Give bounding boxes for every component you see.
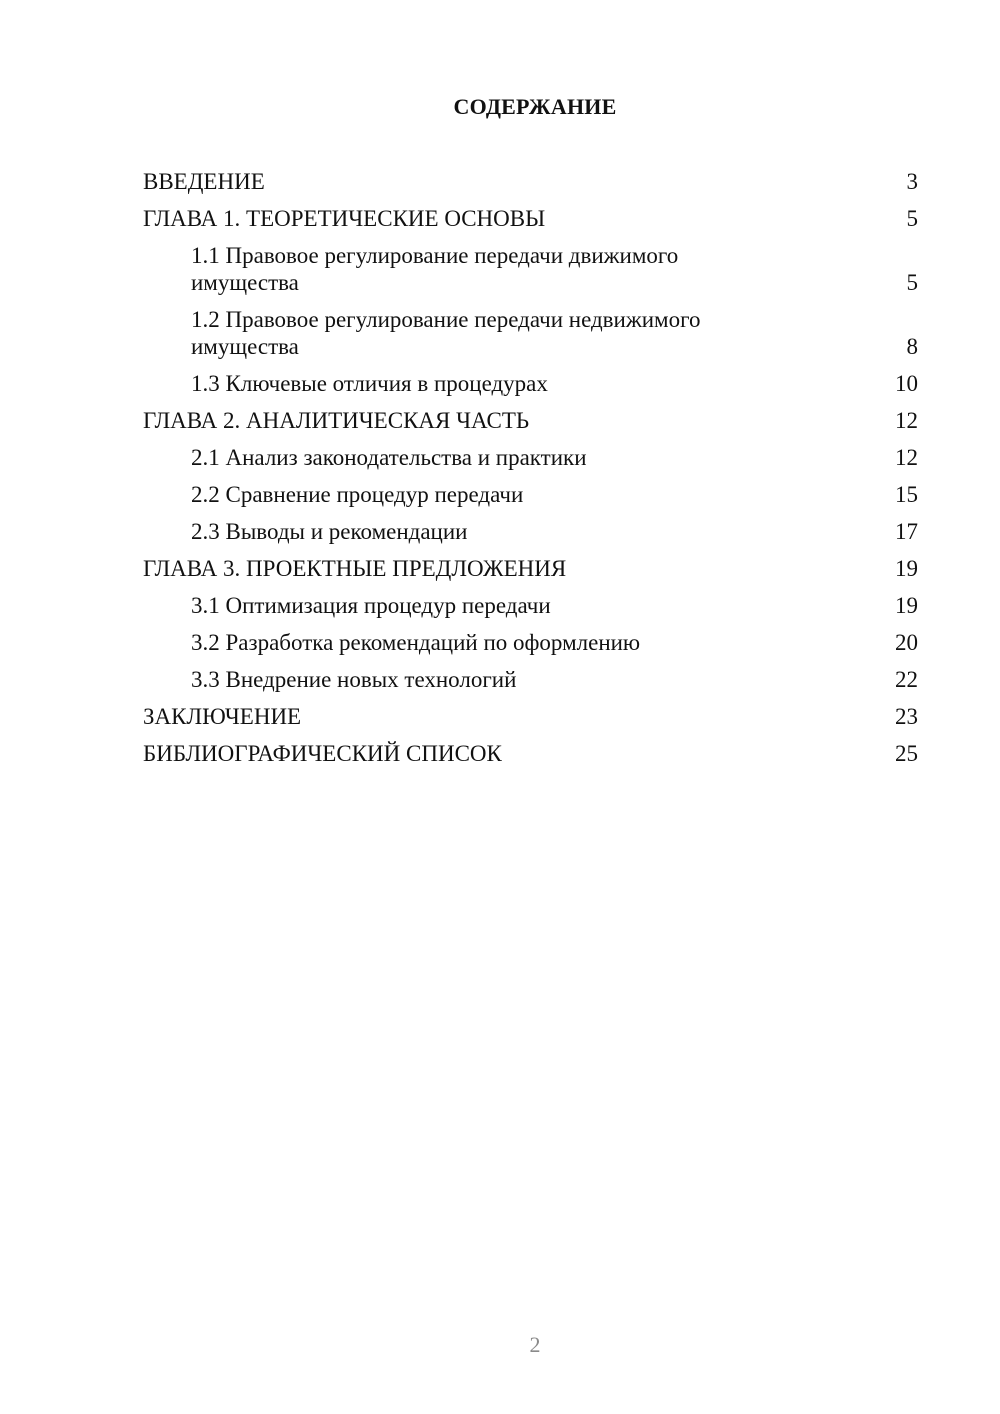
toc-entry-page: 20 — [895, 630, 918, 655]
toc-entry[interactable] — [143, 205, 918, 232]
toc-entry-title: ГЛАВА 2. АНАЛИТИЧЕСКАЯ ЧАСТЬ — [143, 408, 530, 433]
table-of-contents — [143, 168, 918, 777]
toc-subentry[interactable] — [143, 629, 918, 656]
toc-entry-page: 3 — [906, 169, 918, 194]
toc-entry-title: ЗАКЛЮЧЕНИЕ — [143, 704, 302, 729]
toc-entry-title: БИБЛИОГРАФИЧЕСКИЙ СПИСОК — [143, 741, 502, 766]
page-number: 2 — [529, 1332, 541, 1357]
toc-entry-page: 23 — [895, 704, 918, 729]
toc-entry[interactable] — [143, 555, 918, 582]
toc-entry-title: 1.1 Правовое регулирование передачи движимого имущества — [191, 243, 679, 295]
toc-subentry[interactable] — [143, 370, 918, 397]
toc-entry-title: ВВЕДЕНИЕ — [143, 169, 265, 194]
toc-entry-page: 22 — [895, 667, 918, 692]
toc-entry-title: 2.2 Сравнение процедур передачи — [191, 482, 524, 507]
toc-entry-page: 5 — [906, 206, 918, 231]
toc-entry-page: 10 — [895, 371, 918, 396]
toc-entry-page: 19 — [895, 593, 918, 618]
toc-entry-title: 1.3 Ключевые отличия в процедурах — [191, 371, 548, 396]
toc-entry[interactable] — [143, 740, 918, 767]
toc-entry-title: 3.3 Внедрение новых технологий — [191, 667, 517, 692]
toc-entry-title: ГЛАВА 3. ПРОЕКТНЫЕ ПРЕДЛОЖЕНИЯ — [143, 556, 567, 581]
toc-subentry[interactable] — [143, 306, 918, 360]
toc-entry-page: 19 — [895, 556, 918, 581]
toc-entry-title: 3.1 Оптимизация процедур передачи — [191, 593, 551, 618]
toc-subentry[interactable] — [143, 592, 918, 619]
toc-entry-page: 25 — [895, 741, 918, 766]
toc-subentry[interactable] — [143, 518, 918, 545]
toc-entry-page: 5 — [906, 270, 918, 295]
toc-subentry[interactable] — [143, 666, 918, 693]
toc-entry-page: 12 — [895, 408, 918, 433]
toc-subentry[interactable] — [143, 444, 918, 471]
toc-entry-title: ГЛАВА 1. ТЕОРЕТИЧЕСКИЕ ОСНОВЫ — [143, 206, 546, 231]
toc-entry[interactable] — [143, 168, 918, 195]
toc-entry[interactable] — [143, 703, 918, 730]
toc-subentry[interactable] — [143, 481, 918, 508]
toc-entry-page: 15 — [895, 482, 918, 507]
toc-entry-page: 12 — [895, 445, 918, 470]
toc-entry-title: 1.2 Правовое регулирование передачи недвижимого имущества — [191, 307, 701, 359]
toc-entry-page: 8 — [906, 334, 918, 359]
toc-entry-title: 3.2 Разработка рекомендаций по оформлению — [191, 630, 641, 655]
toc-subentry[interactable] — [143, 242, 918, 296]
toc-entry-page: 17 — [895, 519, 918, 544]
toc-entry-title: 2.3 Выводы и рекомендации — [191, 519, 468, 544]
page-title: СОДЕРЖАНИЕ — [453, 94, 617, 119]
toc-entry[interactable] — [143, 407, 918, 434]
toc-entry-title: 2.1 Анализ законодательства и практики — [191, 445, 587, 470]
